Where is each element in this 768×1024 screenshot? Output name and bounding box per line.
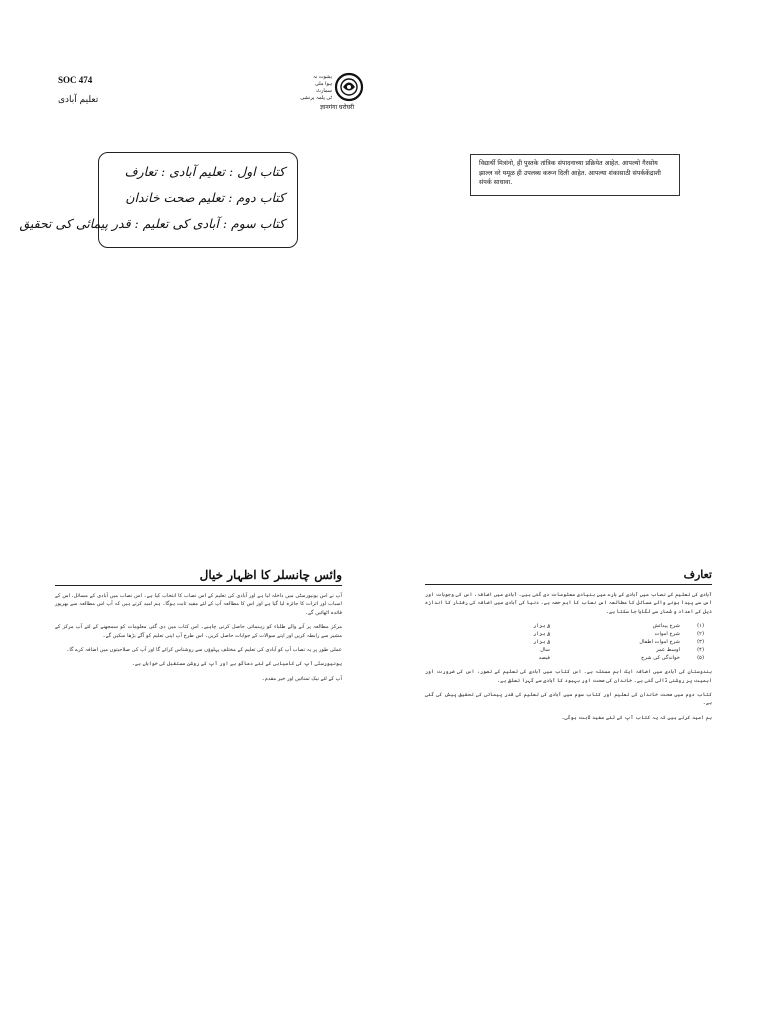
- paragraph: کتاب دوم میں صحت خاندان کی تعلیم اور کتاب سوم میں آبادی کی تعلیم کی قدر پیمائی کی تحقیق پیش کی گئی ہے۔: [425, 692, 712, 707]
- book-title-2: کتاب دوم : تعلیم صحت خاندان: [125, 190, 285, 205]
- paragraph: یونیورسٹی آپ کی کامیابی کے لئے دعاگو ہے اور آپ کے روشن مستقبل کی خواہاں ہے۔: [131, 661, 342, 668]
- vc-message-section: [55, 568, 342, 689]
- paragraph: آپ نے اس یونیورسٹی میں داخلہ لیا ہے اور آبادی کی تعلیم کے اس نصاب کا انتخاب کیا ہے۔ اس نصاب میں آبادی کے مسائل، اس کے اسباب اور اثرات کا جائزہ لیا گیا ہے اور اس کا مطالعہ آپ کے لئے مفید ثابت ہوگا۔ ہم امید کرتے ہیں کہ آپ اس مطالعہ سے بھرپور فائدہ اٹھائیں گے۔: [55, 593, 342, 616]
- list-item: [425, 654, 704, 662]
- list-number: (۲): [697, 631, 704, 638]
- book-title-3: کتاب سوم : آبادی کی تعلیم : قدر پیمائی کی تحقیق: [19, 216, 285, 231]
- logo-name: ज्ञानगंगा घरोघरी: [320, 104, 355, 111]
- introduction-section: [425, 568, 712, 728]
- course-code: SOC 474: [58, 75, 93, 85]
- paragraph: مرکز مطالعہ پر آنے والے طلباء کو رہنمائی حاصل کرنی چاہیے۔ اس کتاب میں دی گئی معلومات کو سمجھنے کے لئے آپ مرکز کے مشیر سے رابطہ کریں اور اپنے سوالات کے جوابات حاصل کریں۔ اس طرح آپ اپنی تعلیم کو آگے بڑھا سکیں گے۔: [55, 624, 342, 639]
- list-label: اوسط عمر: [656, 647, 680, 654]
- paragraph: ہندوستان کی آبادی میں اضافہ ایک اہم مسئلہ ہے۔ اس کتاب میں آبادی کی تعلیم کے تصور، اس کی ضرورت اور اہمیت پر روشنی ڈالی گئی ہے۔ خاندان کی صحت اور بہبود کا آبادی سے گہرا تعلق ہے۔: [425, 669, 712, 684]
- logo-emblem-icon: [334, 72, 364, 102]
- paragraph: آبادی کی تعلیم کے نصاب میں آبادی کے بارے میں بنیادی معلومات دی گئی ہیں۔ آبادی میں اضافہ، اس کی وجوہات اور اس سے پیدا ہونے والے مسائل کا مطالعہ اس نصاب کا اہم حصہ ہے۔ دنیا کی آبادی میں اضافہ کی رفتار کا اندازہ ذیل کے اعداد و شمار سے لگایا جا سکتا ہے۔: [425, 592, 712, 615]
- list-value: فی ہزار: [533, 631, 550, 638]
- list-item: [425, 638, 704, 646]
- book-title-1: کتاب اول : تعلیم آبادی : تعارف: [124, 164, 285, 179]
- student-notice: विद्यार्थी मित्रांनो, ही पुस्तके तांत्रिक संपादनाच्या प्रक्रियेत आहेत. आपल्याे गैरसोय झाल्ल वरे यमूळ ही उपलब्ध करून दिली आहेत. आपल्या शंकासाठी संपर्ककेंद्राशी संपर्क साधावा.: [470, 154, 680, 196]
- list-item: [425, 622, 704, 630]
- list-item: [425, 630, 704, 638]
- logo-text: [282, 74, 332, 102]
- book-list-box: [19, 152, 298, 248]
- university-logo: [280, 72, 370, 120]
- list-number: (۳): [697, 639, 704, 646]
- list-label: شرح پیدائش: [652, 623, 680, 630]
- logo-line: ہوا ملی: [315, 81, 332, 87]
- list-label: شرح اموات اطفال: [639, 639, 680, 646]
- paragraph: عملی طور پر یہ نصاب آپ کو آبادی کی تعلیم کے مختلف پہلوؤں سے روشناس کرائے گا اور آپ کی صلاحیتوں میں اضافہ کرے گا۔: [66, 647, 342, 654]
- paragraph: ہم امید کرتے ہیں کہ یہ کتاب آپ کے لئے مفید ثابت ہوگی۔: [561, 714, 712, 721]
- list-label: شرح اموات: [654, 631, 680, 638]
- list-number: (۱): [697, 623, 704, 630]
- logo-line: سمارٹ: [316, 88, 332, 94]
- logo-line: یشوت نہ: [312, 74, 332, 80]
- list-value: سال: [540, 647, 550, 654]
- list-number: (۵): [697, 655, 704, 662]
- list-value: فیصد: [538, 655, 550, 662]
- list-item: [425, 646, 704, 654]
- logo-line: ٹی پلمہ پرنشی: [300, 95, 332, 101]
- paragraph: آپ کے لئے نیک تمنائیں اور خیر مقدم۔: [261, 675, 342, 682]
- list-label: خواندگی کی شرح: [641, 655, 680, 662]
- section-heading: تعارف: [425, 568, 712, 585]
- list-number: (۴): [697, 647, 704, 654]
- statistics-list: [425, 622, 712, 662]
- section-heading: وائس چانسلر کا اظہار خیال: [55, 568, 342, 586]
- list-value: فی ہزار: [533, 639, 550, 646]
- list-value: فی ہزار: [533, 623, 550, 630]
- course-subject: تعلیم آبادی: [58, 95, 99, 105]
